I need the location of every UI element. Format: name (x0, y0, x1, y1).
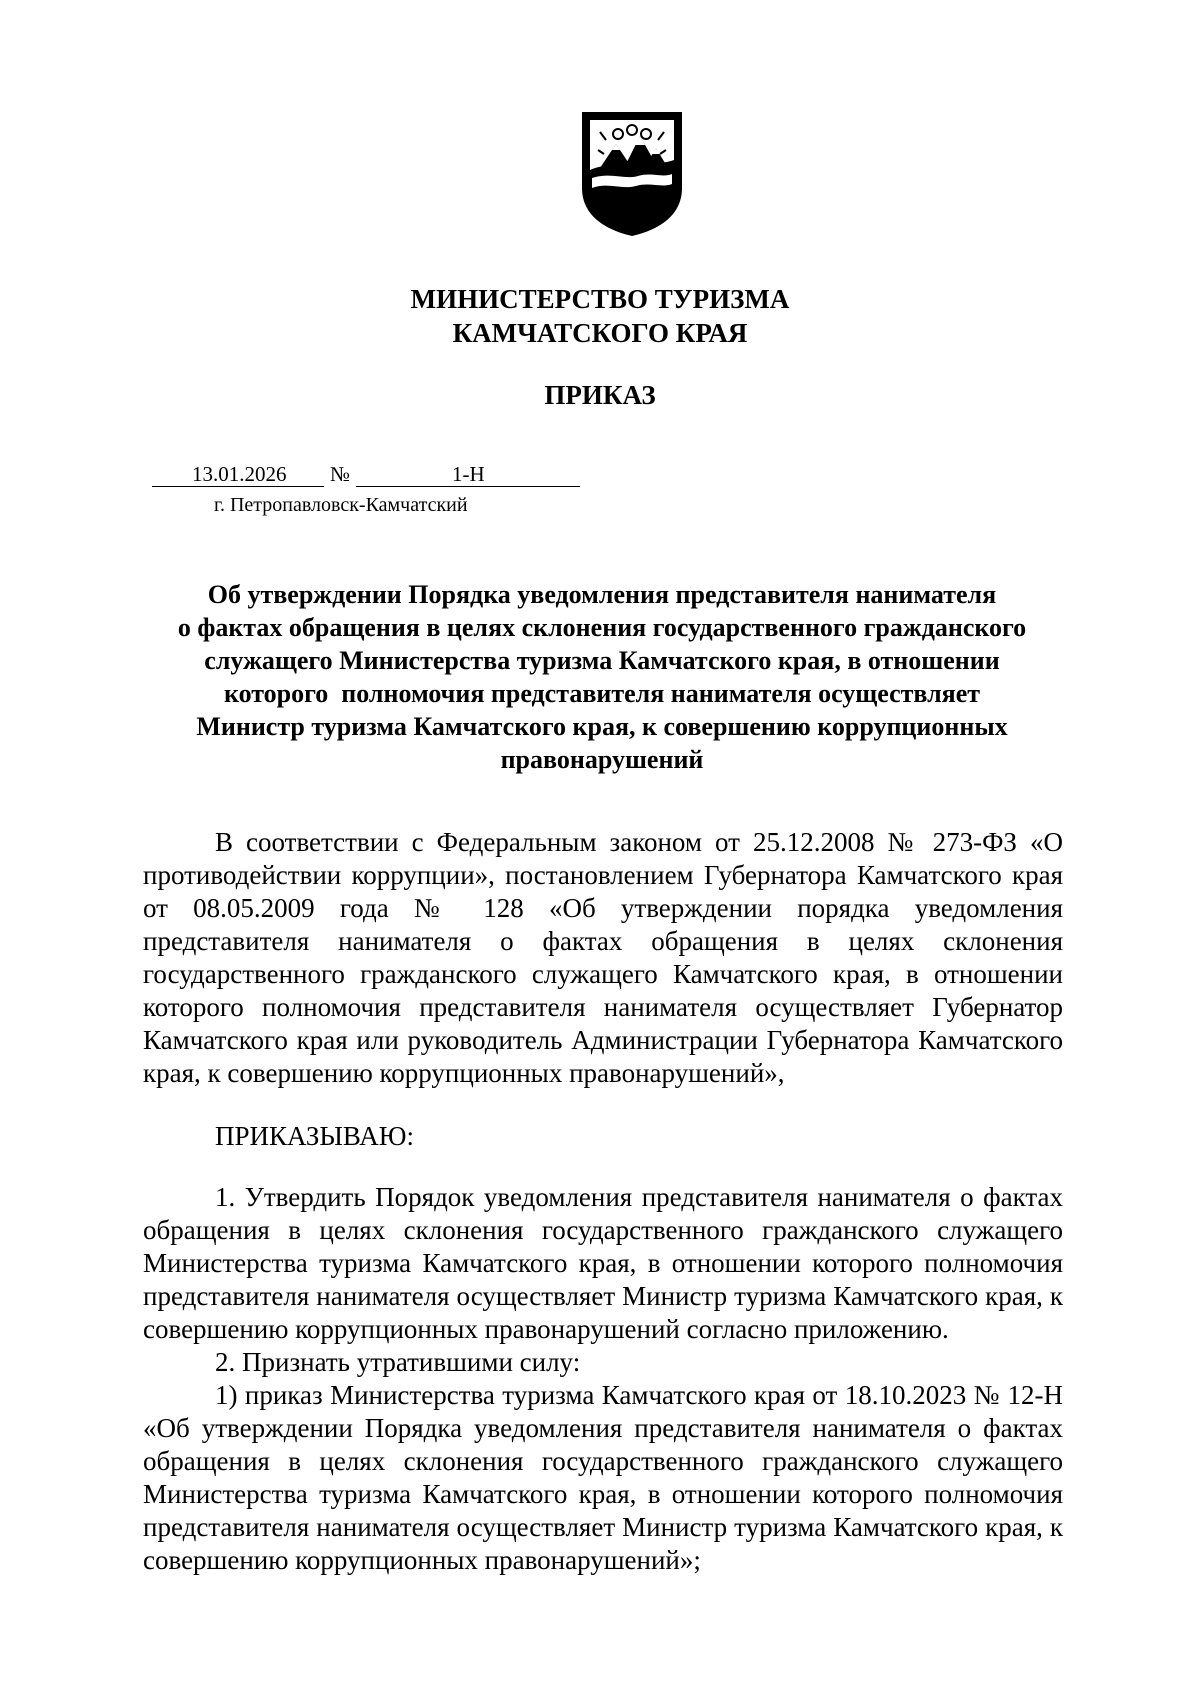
item-2-1-paragraph: 1) приказ Министерства туризма Камчатского края от 18.10.2023 № 12-Н «Об утверждении Порядка уведомления представителя нанимателя о фактах обращения в целях склонения государственного гражданского служащего Министерства туризма Камчатского края, в отношении которого полномочия представителя нанимателя осуществляет Министр туризма Камчатского края, к совершению коррупционных правонарушений»; (143, 1380, 1063, 1575)
organization-line-2: КАМЧАТСКОГО КРАЯ (452, 318, 748, 348)
subject-line: о фактах обращения в целях склонения государственного гражданского (177, 613, 1027, 642)
number-sign: № (330, 462, 351, 486)
document-type: ПРИКАЗ (544, 380, 656, 410)
document-meta (152, 462, 582, 516)
date-underline (152, 486, 324, 487)
document-subject (140, 578, 1064, 776)
organization-name (0, 282, 1200, 350)
subject-line: Министр туризма Камчатского края, к совершению коррупционных (196, 712, 1008, 741)
document-number: 1-Н (452, 462, 485, 486)
order-word: ПРИКАЗЫВАЮ: (215, 1121, 414, 1151)
subject-line: служащего Министерства туризма Камчатского края, в отношении (204, 646, 1000, 675)
item-1-paragraph: 1. Утвердить Порядок уведомления представителя нанимателя о фактах обращения в целях склонения государственного гражданского служащего Министерства туризма Камчатского края, в отношении которого полномочия представителя нанимателя осуществляет Министр туризма Камчатского края, к совершению коррупционных правонарушений согласно приложению. (143, 1182, 1063, 1344)
preamble-paragraph: В соответствии с Федеральным законом от 25.12.2008 № 273-ФЗ «О противодействии коррупции», постановлением Губернатора Камчатского края от 08.05.2009 года № 128 «Об утверждении порядка уведомления представителя нанимателя о фактах обращения в целях склонения государственного гражданского служащего Камчатского края, в отношении которого полномочия представителя нанимателя осуществляет Губернатор Камчатского края или руководитель Администрации Губернатора Камчатского края, к совершению коррупционных правонарушений», (143, 827, 1063, 1088)
coat-of-arms-icon (578, 110, 686, 238)
number-underline (356, 486, 580, 487)
document-date: 13.01.2026 (192, 462, 287, 486)
subject-line: которого полномочия представителя нанимателя осуществляет (223, 679, 981, 708)
document-city: г. Петропавловск-Камчатский (214, 494, 468, 516)
subject-line: Об утверждении Порядка уведомления представителя нанимателя (207, 580, 997, 609)
item-2-paragraph: 2. Признать утратившими силу: (215, 1347, 581, 1377)
organization-line-1: МИНИСТЕРСТВО ТУРИЗМА (410, 284, 790, 314)
date-number-line (152, 462, 582, 490)
subject-line: правонарушений (500, 745, 704, 774)
document-body (143, 826, 1063, 1577)
